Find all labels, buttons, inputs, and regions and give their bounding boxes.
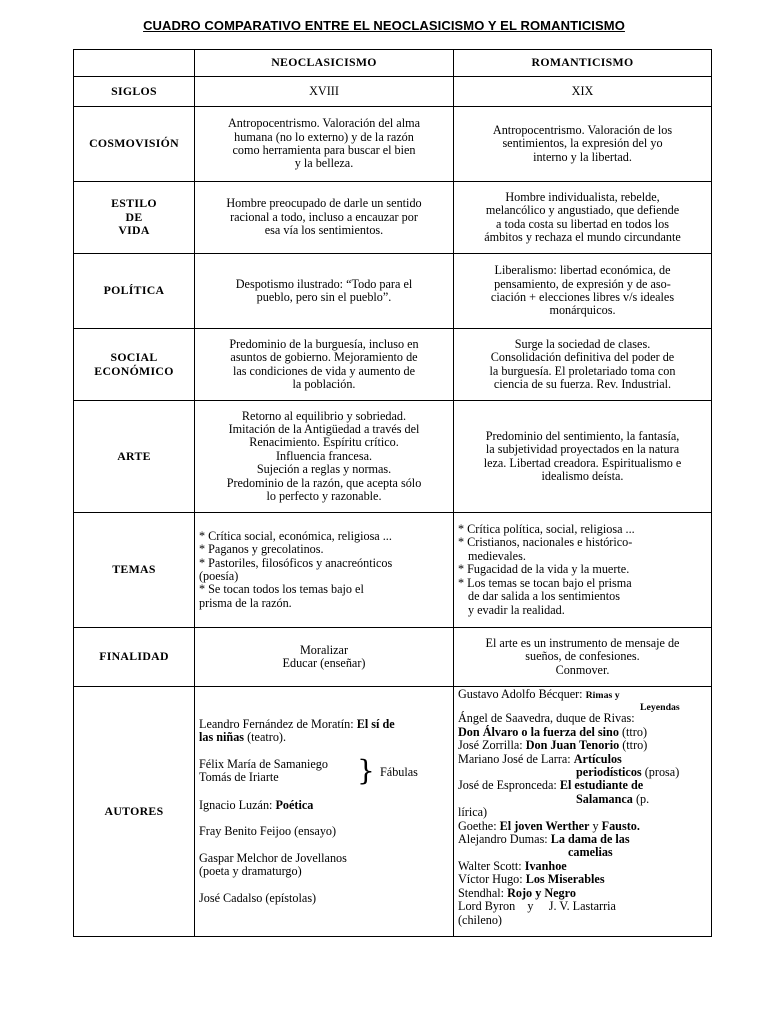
- author-byron-note: (chileno): [458, 912, 502, 927]
- text-line: como herramienta para buscar el bien: [232, 143, 416, 157]
- text-line: * Crítica social, económica, religiosa ...: [199, 528, 392, 543]
- page-title: CUADRO COMPARATIVO ENTRE EL NEOCLASICISMO Y EL ROMANTICISMO: [143, 18, 625, 33]
- estilo-rom: [454, 182, 712, 254]
- row-arte: [74, 401, 712, 513]
- text-line: prisma de la razón.: [199, 595, 292, 610]
- temas-neo: [195, 513, 454, 628]
- author-goethe: [458, 820, 707, 833]
- text-line: Hombre preocupado de darle un sentido: [226, 196, 422, 211]
- politica-rom: [454, 254, 712, 329]
- author-rivas: Ángel de Saavedra, duque de Rivas:: [458, 711, 635, 726]
- text-line: sueños, de confesiones.: [525, 649, 640, 664]
- text-line: interno y la libertad.: [533, 149, 632, 164]
- work-title: Poética: [275, 797, 314, 812]
- author-hugo: [458, 873, 707, 886]
- author-name: Goethe:: [458, 818, 500, 833]
- text-line: esa vía los sentimientos.: [264, 223, 384, 238]
- row-finalidad: [74, 628, 712, 687]
- author-name: Gustavo Adolfo Bécquer:: [458, 687, 586, 701]
- autores-rom: [454, 687, 712, 937]
- text-line: Antropocentrismo. Valoración de los: [492, 122, 673, 137]
- text-line: ciencia de su fuerza. Rev. Industrial.: [493, 376, 672, 391]
- text-line: monárquicos.: [549, 303, 616, 318]
- social-rom: [454, 329, 712, 401]
- author-espronceda-cont: [458, 793, 707, 806]
- text-line: racional a todo, incluso a encauzar por: [230, 209, 418, 224]
- brace-glyph: }: [357, 753, 375, 787]
- author-scott: [458, 860, 707, 873]
- label-line: DE: [125, 209, 143, 224]
- author-name: Walter Scott:: [458, 858, 525, 873]
- autores-neo: [195, 687, 454, 937]
- label-line: ESTILO: [111, 196, 157, 211]
- work-title: La dama de las: [550, 832, 630, 847]
- text-line: * Cristianos, nacionales e histórico-: [458, 535, 633, 550]
- table-header-row: [74, 50, 712, 77]
- text-line: Predominio del sentimiento, la fantasía,: [485, 428, 680, 443]
- author-moratin-cont: [199, 731, 449, 744]
- text-line: Antropocentrismo. Valoración del alma: [227, 116, 420, 131]
- social-neo: [195, 329, 454, 401]
- text-line: las condiciones de vida y aumento de: [232, 363, 416, 378]
- row-siglos: [74, 77, 712, 107]
- text-line: sentimientos, la expresión del yo: [502, 136, 663, 151]
- text-line: * Pastoriles, filosóficos y anacreónticos: [199, 555, 393, 570]
- author-name: Ignacio Luzán:: [199, 797, 276, 812]
- work-title: Artículos: [573, 751, 622, 766]
- row-temas: [74, 513, 712, 628]
- comparison-table: [73, 49, 712, 937]
- author-luzan: [199, 799, 449, 812]
- work-title: Los Miserables: [525, 872, 605, 887]
- author-moratin: [199, 718, 449, 731]
- author-iriarte: Tomás de Iriarte: [199, 770, 279, 785]
- text-line: medievales.: [468, 548, 526, 563]
- row-cosmovision: [74, 107, 712, 182]
- row-autores: [74, 687, 712, 937]
- text-line: la burguesía. El proletariado toma con: [489, 363, 676, 378]
- text-line: Renacimiento. Espíritu crítico.: [249, 435, 399, 450]
- politica-neo: [195, 254, 454, 329]
- author-larra-cont: [458, 766, 707, 779]
- text-line: ciación + elecciones libres v/s ideales: [490, 290, 675, 304]
- author-name: Stendhal:: [458, 885, 508, 900]
- row-label-finalidad: FINALIDAD: [74, 628, 195, 687]
- text-line: pueblo, pero sin el pueblo”.: [256, 290, 392, 304]
- genre-note: (prosa): [641, 765, 680, 780]
- arte-rom: [454, 401, 712, 513]
- row-estilo-de-vida: [74, 182, 712, 254]
- fabulas-group: [199, 753, 449, 787]
- row-social-economico: [74, 329, 712, 401]
- work-title: El sí de: [356, 717, 395, 732]
- author-name: Mariano José de Larra:: [458, 751, 574, 766]
- author-espronceda: [458, 779, 707, 792]
- text-line: Consolidación definitiva del poder de: [490, 350, 675, 365]
- header-romanticismo: ROMANTICISMO: [454, 50, 712, 77]
- work-title: Rimas y: [585, 690, 620, 701]
- work-title: Don Álvaro o la fuerza del sino: [458, 724, 619, 739]
- text-line: Predominio de la razón, que acepta sólo: [226, 475, 422, 490]
- cosmovision-rom: [454, 107, 712, 182]
- text-line: humana (no lo externo) y de la razón: [234, 129, 414, 144]
- text-line: Conmover.: [555, 662, 610, 677]
- work-title: periodísticos: [576, 765, 642, 780]
- text-line: Despotismo ilustrado: “Todo para el: [235, 276, 413, 291]
- author-stendhal: [458, 887, 707, 900]
- author-name: José de Espronceda:: [458, 778, 560, 793]
- label-line: SOCIAL: [110, 350, 158, 365]
- work-title: las niñas: [199, 730, 245, 745]
- author-jovellanos: Gaspar Melchor de Jovellanos: [199, 850, 347, 865]
- work-title: camelias: [568, 845, 613, 860]
- genre-note: (ttro): [619, 738, 648, 753]
- work-title: El joven Werther: [499, 818, 590, 833]
- conjunction: y: [589, 818, 602, 833]
- text-line: Influencia francesa.: [275, 448, 373, 463]
- text-line: y evadir la realidad.: [468, 602, 565, 617]
- text-line: Moralizar: [299, 642, 349, 657]
- author-becquer: [458, 688, 707, 702]
- work-title: Rojo y Negro: [507, 885, 576, 900]
- author-name: Alejandro Dumas:: [458, 832, 551, 847]
- text-line: asuntos de gobierno. Mejoramiento de: [230, 350, 418, 365]
- text-line: * Los temas se tocan bajo el prisma: [458, 575, 632, 590]
- text-line: melancólico y angustiado, que defiende: [485, 203, 680, 218]
- text-line: Liberalismo: libertad económica, de: [494, 263, 671, 278]
- row-label-siglos: SIGLOS: [74, 77, 195, 107]
- row-label-social-economico: [74, 329, 195, 401]
- text-line: * Crítica política, social, religiosa ...: [458, 522, 635, 537]
- genre-note: (teatro).: [244, 730, 287, 745]
- siglos-rom: XIX: [454, 77, 712, 107]
- text-line: idealismo deísta.: [541, 468, 624, 483]
- work-title: Salamanca: [576, 791, 633, 806]
- header-neoclasicismo: NEOCLASICISMO: [195, 50, 454, 77]
- author-rivas-cont: [458, 726, 707, 739]
- corner-cell: [74, 50, 195, 77]
- row-label-politica: POLÍTICA: [74, 254, 195, 329]
- author-samaniego: Félix María de Samaniego: [199, 756, 328, 771]
- author-cadalso: José Cadalso (epístolas): [199, 890, 317, 905]
- work-title: El estudiante de: [559, 778, 644, 793]
- row-label-temas: TEMAS: [74, 513, 195, 628]
- row-label-autores: AUTORES: [74, 687, 195, 937]
- siglos-neo: XVIII: [195, 77, 454, 107]
- text-line: leza. Libertad creadora. Espiritualismo e: [483, 455, 682, 470]
- text-line: El arte es un instrumento de mensaje de: [485, 635, 680, 650]
- author-byron: Lord Byron y J. V. Lastarria: [458, 899, 616, 914]
- text-line: Imitación de la Antigüedad a través del: [228, 421, 420, 436]
- text-line: * Fugacidad de la vida y la muerte.: [458, 562, 630, 577]
- label-line: ECONÓMICO: [94, 363, 174, 378]
- text-line: pensamiento, de expresión y de aso-: [494, 276, 671, 291]
- arte-neo: [195, 401, 454, 513]
- author-jovellanos-note: (poeta y dramaturgo): [199, 864, 302, 879]
- author-dumas: [458, 833, 707, 846]
- text-line: * Paganos y grecolatinos.: [199, 542, 324, 557]
- author-name: Leandro Fernández de Moratín:: [199, 717, 357, 732]
- work-title: Don Juan Tenorio: [525, 738, 620, 753]
- text-line: Educar (enseñar): [282, 656, 366, 670]
- text-line: (poesía): [199, 569, 239, 583]
- work-title: Ivanhoe: [524, 858, 567, 873]
- author-larra: [458, 753, 707, 766]
- row-label-arte: ARTE: [74, 401, 195, 513]
- work-title: Fausto.: [601, 818, 640, 833]
- genre-note: (ttro): [618, 724, 648, 739]
- text-line: Surge la sociedad de clases.: [514, 336, 651, 351]
- author-espronceda-genre: lírica): [458, 805, 488, 820]
- finalidad-rom: [454, 628, 712, 687]
- text-line: y la belleza.: [294, 156, 354, 171]
- estilo-neo: [195, 182, 454, 254]
- author-zorrilla: [458, 739, 707, 752]
- row-politica: [74, 254, 712, 329]
- text-line: * Se tocan todos los temas bajo el: [199, 582, 364, 597]
- text-line: Retorno al equilibrio y sobriedad.: [241, 408, 407, 423]
- text-line: de dar salida a los sentimientos: [468, 589, 620, 604]
- work-title: Leyendas: [640, 702, 680, 714]
- author-name: José Zorrilla:: [458, 738, 526, 753]
- text-line: a toda costa su libertad en todos los: [496, 216, 669, 231]
- text-line: la población.: [292, 376, 356, 391]
- temas-rom: [454, 513, 712, 628]
- finalidad-neo: [195, 628, 454, 687]
- fabulas-label: Fábulas: [380, 764, 418, 779]
- cosmovision-neo: [195, 107, 454, 182]
- row-label-cosmovision: COSMOVISIÓN: [74, 107, 195, 182]
- author-name: Víctor Hugo:: [458, 872, 526, 887]
- text-line: ámbitos y rechaza el mundo circundante: [484, 229, 681, 244]
- author-dumas-cont: [458, 846, 707, 859]
- text-line: la subjetividad proyectados en la natura: [485, 442, 680, 457]
- text-line: lo perfecto y razonable.: [266, 489, 382, 504]
- text-line: Predominio de la burguesía, incluso en: [229, 336, 419, 351]
- row-label-estilo-de-vida: [74, 182, 195, 254]
- text-line: Hombre individualista, rebelde,: [505, 189, 660, 204]
- genre-note: (p.: [632, 791, 650, 806]
- text-line: Sujeción a reglas y normas.: [256, 462, 392, 477]
- label-line: VIDA: [118, 223, 150, 238]
- author-feijoo: Fray Benito Feijoo (ensayo): [199, 824, 337, 839]
